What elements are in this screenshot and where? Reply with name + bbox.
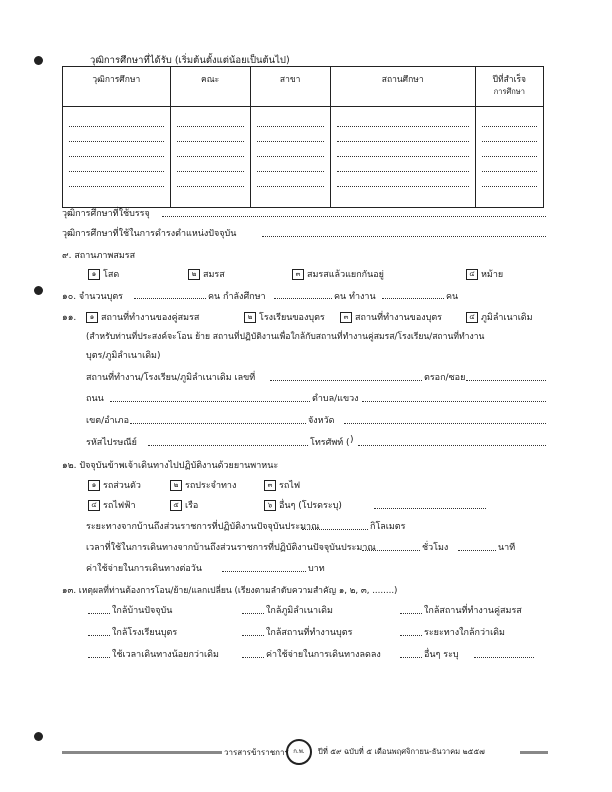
marital-option-single[interactable]: ๑ โสด xyxy=(88,267,119,281)
reason-rank-field[interactable] xyxy=(88,635,110,636)
checkbox-icon[interactable]: ๓ xyxy=(340,312,352,323)
footer-rule-left xyxy=(62,751,222,754)
checkbox-icon[interactable]: ๒ xyxy=(170,480,182,491)
checkbox-icon[interactable]: ๒ xyxy=(244,312,256,323)
phone-label: โทรศัพท์ ( xyxy=(310,438,350,448)
vehicle-option-train[interactable]: ๓ รถไฟ xyxy=(264,478,300,492)
education-table xyxy=(62,66,544,208)
reason-rank-field[interactable] xyxy=(242,635,264,636)
children-studying-label: คน กำลังศึกษา xyxy=(208,292,266,302)
children-count-field[interactable] xyxy=(134,298,206,299)
reason-other-field[interactable] xyxy=(474,657,534,658)
reason-hometown: ใกล้ภูมิลำเนาเดิม xyxy=(266,606,333,616)
q11-label: ๑๑. xyxy=(62,313,77,323)
reason-child-work: ใกล้สถานที่ทำงานบุตร xyxy=(266,628,353,638)
checkbox-icon[interactable]: ๒ xyxy=(188,269,200,280)
address-number-field[interactable] xyxy=(270,380,422,381)
distance-field[interactable] xyxy=(302,529,368,530)
time-hours-field[interactable] xyxy=(362,550,420,551)
subdistrict-label: ตำบล/แขวง xyxy=(312,394,359,404)
time-label: เวลาที่ใช้ในการเดินทางจากบ้านถึงส่วนราชการที่ปฏิบัติงานปัจจุบันประมาณ xyxy=(86,543,376,553)
q11-note-line2: บุตร/ภูมิลำเนาเดิม) xyxy=(86,351,161,361)
vehicle-option-private-car[interactable]: ๑ รถส่วนตัว xyxy=(88,478,141,492)
soi-field[interactable] xyxy=(466,380,546,381)
col-header-year: ปีที่สำเร็จ การศึกษา xyxy=(475,67,543,107)
children-working-field[interactable] xyxy=(382,298,444,299)
distance-label: ระยะทางจากบ้านถึงส่วนราชการที่ปฏิบัติงานปัจจุบันประมาณ xyxy=(86,522,320,532)
reason-rank-field[interactable] xyxy=(88,613,110,614)
checkbox-icon[interactable]: ๔ xyxy=(466,269,478,280)
children-label: ๑๐. จำนวนบุตร xyxy=(62,292,124,302)
road-label: ถนน xyxy=(86,394,104,404)
q11-option-spouse-work[interactable]: ๑ สถานที่ทำงานของคู่สมรส xyxy=(86,310,199,324)
reason-other: อื่นๆ ระบุ xyxy=(424,650,459,660)
reason-rank-field[interactable] xyxy=(242,613,264,614)
checkbox-icon[interactable]: ๕ xyxy=(170,500,182,511)
faculty-cell[interactable] xyxy=(170,107,250,208)
reason-rank-field[interactable] xyxy=(400,635,422,636)
qual-entry-label: วุฒิการศึกษาที่ใช้บรรจุ xyxy=(62,209,150,219)
postcode-label: รหัสไปรษณีย์ xyxy=(86,438,137,448)
distance-unit: กิโลเมตร xyxy=(370,522,406,532)
time-minutes-field[interactable] xyxy=(458,550,496,551)
col-header-qualification: วุฒิการศึกษา xyxy=(63,67,171,107)
q11-option-hometown[interactable]: ๔ ภูมิลำเนาเดิม xyxy=(466,310,533,324)
footer-journal-name: วารสารข้าราชการ xyxy=(224,748,289,757)
reason-lower-cost: ค่าใช้จ่ายในการเดินทางลดลง xyxy=(266,650,381,660)
reason-rank-field[interactable] xyxy=(400,613,422,614)
q11-option-child-work[interactable]: ๓ สถานที่ทำงานของบุตร xyxy=(340,310,442,324)
checkbox-icon[interactable]: ๖ xyxy=(264,500,276,511)
subdistrict-field[interactable] xyxy=(362,401,546,402)
q13-label: ๑๓. เหตุผลที่ท่านต้องการโอน/ย้าย/แลกเปลี่ยน (เรียงตามลำดับความสำคัญ ๑, ๒, ๓, ........) xyxy=(62,586,398,596)
education-title: วุฒิการศึกษาที่ได้รับ (เริ่มต้นตั้งแต่น้อยเป็นต้นไป) xyxy=(90,55,290,66)
reason-child-school: ใกล้โรงเรียนบุตร xyxy=(112,628,178,638)
vehicle-option-boat[interactable]: ๕ เรือ xyxy=(170,498,198,512)
reason-rank-field[interactable] xyxy=(88,657,110,658)
district-label: เขต/อำเภอ xyxy=(86,416,129,426)
binder-hole xyxy=(34,286,43,295)
reason-spouse-work: ใกล้สถานที่ทำงานคู่สมรส xyxy=(424,606,522,616)
checkbox-icon[interactable]: ๔ xyxy=(88,500,100,511)
col-header-faculty: คณะ xyxy=(170,67,250,107)
major-cell[interactable] xyxy=(250,107,330,208)
road-field[interactable] xyxy=(110,401,310,402)
vehicle-other-field[interactable] xyxy=(374,508,486,509)
reason-rank-field[interactable] xyxy=(242,657,264,658)
q11-option-child-school[interactable]: ๒ โรงเรียนของบุตร xyxy=(244,310,325,324)
col-header-institution: สถานศึกษา xyxy=(330,67,475,107)
checkbox-icon[interactable]: ๓ xyxy=(292,269,304,280)
footer-rule-right xyxy=(520,751,548,754)
checkbox-icon[interactable]: ๑ xyxy=(88,269,100,280)
qual-entry-field[interactable] xyxy=(162,216,546,217)
hour-unit: ชั่วโมง xyxy=(422,543,449,553)
qualification-cell[interactable] xyxy=(63,107,171,208)
checkbox-icon[interactable]: ๔ xyxy=(466,312,478,323)
province-label: จังหวัด xyxy=(308,416,335,426)
year-cell[interactable] xyxy=(475,107,543,208)
cost-label: ค่าใช้จ่ายในการเดินทางต่อวัน xyxy=(86,564,202,574)
checkbox-icon[interactable]: ๑ xyxy=(88,480,100,491)
phone-field[interactable] xyxy=(358,445,546,446)
marital-label: ๙. สถานภาพสมรส xyxy=(62,251,136,261)
col-header-major: สาขา xyxy=(250,67,330,107)
checkbox-icon[interactable]: ๑ xyxy=(86,312,98,323)
q12-label: ๑๒. ปัจจุบันข้าพเจ้าเดินทางไปปฏิบัติงานด้วยยานพาหนะ xyxy=(62,461,279,471)
vehicle-option-bus[interactable]: ๒ รถประจำทาง xyxy=(170,478,236,492)
vehicle-option-other[interactable]: ๖ อื่นๆ (โปรดระบุ) xyxy=(264,498,342,512)
children-working-label: คน ทำงาน xyxy=(334,292,376,302)
address-number-label: สถานที่ทำงาน/โรงเรียน/ภูมิลำเนาเดิม เลขที่ xyxy=(86,373,256,383)
reason-current-home: ใกล้บ้านปัจจุบัน xyxy=(112,606,173,616)
checkbox-icon[interactable]: ๓ xyxy=(264,480,276,491)
cost-field[interactable] xyxy=(222,571,306,572)
reason-rank-field[interactable] xyxy=(400,657,422,658)
phone-close: ) xyxy=(350,435,354,445)
minute-unit: นาที xyxy=(498,543,516,553)
footer-issue: ปีที่ ๕๙ ฉบับที่ ๕ เดือนพฤศจิกายน-ธันวาคม ๒๕๕๗ xyxy=(318,747,485,756)
marital-option-widowed[interactable]: ๔ หม้าย xyxy=(466,267,503,281)
qual-current-field[interactable] xyxy=(262,236,546,237)
qual-current-label: วุฒิการศึกษาที่ใช้ในการดำรงตำแหน่งปัจจุบัน xyxy=(62,229,237,239)
district-field[interactable] xyxy=(130,423,306,424)
reason-shorter-distance: ระยะทางใกล้กว่าเดิม xyxy=(424,628,505,638)
journal-logo-icon: ก.พ. xyxy=(286,739,312,765)
cost-unit: บาท xyxy=(308,564,325,574)
soi-label: ตรอก/ซอย xyxy=(424,373,466,383)
vehicle-option-skytrain[interactable]: ๔ รถไฟฟ้า xyxy=(88,498,136,512)
marital-option-separated[interactable]: ๓ สมรสแล้วแยกกันอยู่ xyxy=(292,267,384,281)
binder-hole xyxy=(34,732,43,741)
children-unit: คน xyxy=(446,292,459,302)
institution-cell[interactable] xyxy=(330,107,475,208)
marital-option-married[interactable]: ๒ สมรส xyxy=(188,267,225,281)
q11-note-line1: (สำหรับท่านที่ประสงค์จะโอน ย้าย สถานที่ปฏิบัติงานเพื่อใกล้กับสถานที่ทำงานคู่สมรส/โรงเรียน/สถานที่ทำงาน xyxy=(86,332,485,342)
postcode-field[interactable] xyxy=(148,445,308,446)
reason-less-time: ใช้เวลาเดินทางน้อยกว่าเดิม xyxy=(112,650,219,660)
province-field[interactable] xyxy=(344,423,546,424)
children-studying-field[interactable] xyxy=(274,298,332,299)
binder-hole xyxy=(34,56,43,65)
